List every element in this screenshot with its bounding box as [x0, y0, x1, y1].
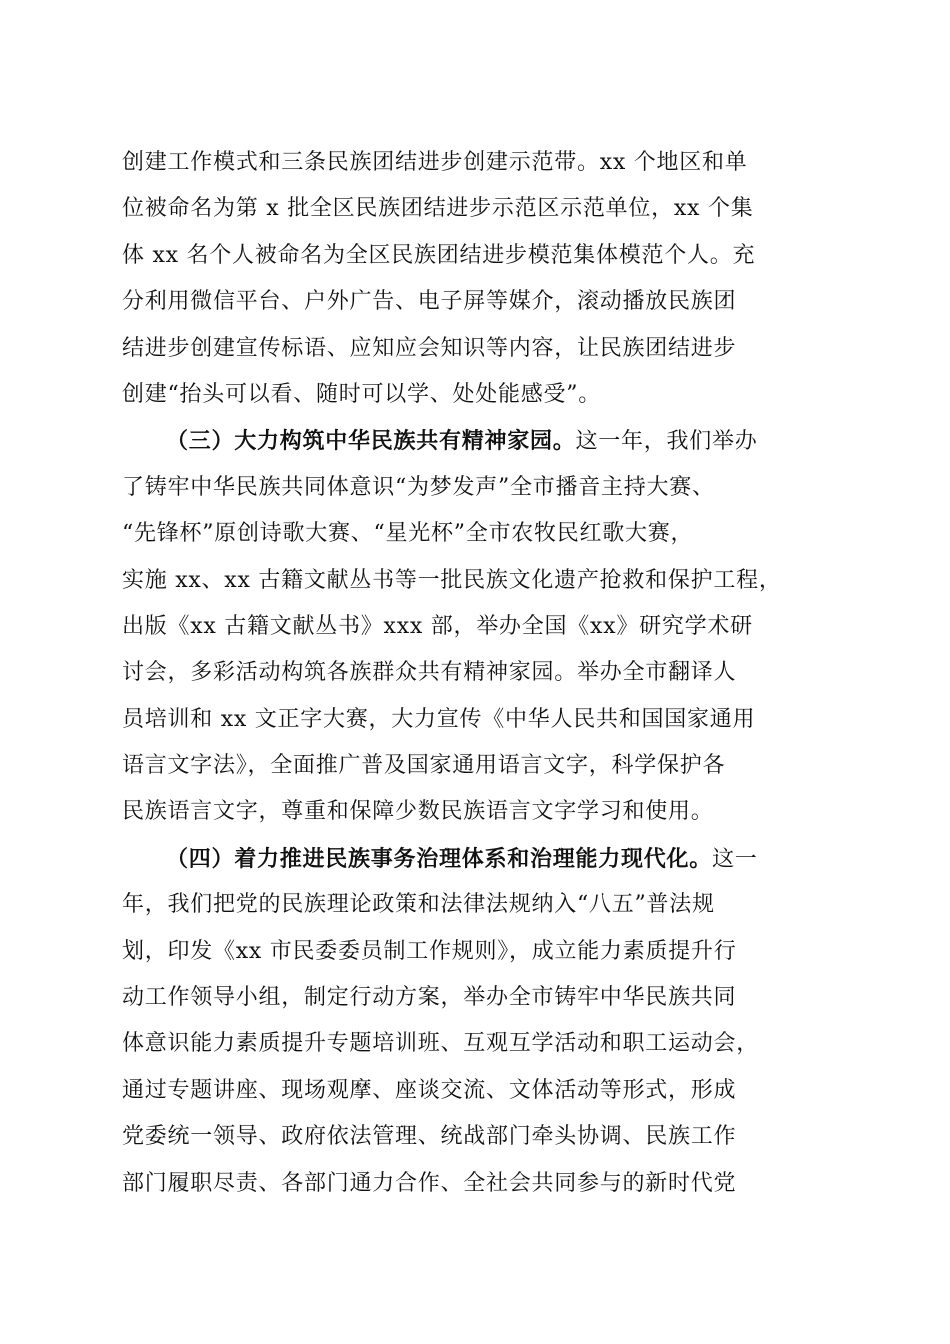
text-line: 划，印发《xx 市民委委员制工作规则》，成立能力素质提升行 [122, 938, 737, 964]
text-line: 了铸牢中华民族共同体意识“为梦发声”全市播音主持大赛、 [122, 474, 715, 500]
section-heading: （三）大力构筑中华民族共有精神家园。 [166, 428, 576, 455]
heading-continuation: 这一 [712, 846, 758, 872]
text-line: 出版《xx 古籍文献丛书》xxx 部，举办全国《xx》研究学术研 [122, 613, 753, 639]
text-line: 通过专题讲座、现场观摩、座谈交流、文体活动等形式，形成 [122, 1077, 737, 1103]
text-line: 讨会，多彩活动构筑各族群众共有精神家园。举办全市翻译人 [122, 660, 737, 686]
text-line: 结进步创建宣传标语、应知应会知识等内容，让民族团结进步 [122, 335, 737, 361]
paragraph-1 [122, 140, 828, 418]
text-line: 党委统一领导、政府依法管理、统战部门牵头协调、民族工作 [122, 1124, 737, 1150]
text-line: 创建“抬头可以看、随时可以学、处处能感受”。 [122, 381, 601, 407]
paragraph-3 [122, 836, 828, 1207]
text-line: 实施 xx、xx 古籍文献丛书等一批民族文化遗产抢救和保护工程， [122, 567, 782, 593]
text-line: 位被命名为第 x 批全区民族团结进步示范区示范单位，xx 个集 [122, 196, 754, 222]
text-line: 语言文字法》，全面推广普及国家通用语言文字，科学保护各 [122, 753, 726, 779]
paragraph-first-line [122, 418, 828, 464]
text-line: 员培训和 xx 文正字大赛，大力宣传《中华人民共和国国家通用 [122, 706, 756, 732]
text-line: 动工作领导小组，制定行动方案，举办全市铸牢中华民族共同 [122, 985, 737, 1011]
text-line: “先锋杯”原创诗歌大赛、“星光杯”全市农牧民红歌大赛， [122, 521, 694, 547]
document-body [122, 140, 828, 1207]
heading-continuation: 这一年，我们举办 [575, 429, 758, 455]
text-line: 民族语言文字，尊重和保障少数民族语言文字学习和使用。 [122, 799, 714, 825]
text-line: 创建工作模式和三条民族团结进步创建示范带。xx 个地区和单 [122, 150, 748, 175]
text-line: 分利用微信平台、户外广告、电子屏等媒介，滚动播放民族团 [122, 289, 737, 315]
text-line: 年，我们把党的民族理论政策和法律法规纳入“八五”普法规 [122, 892, 715, 918]
paragraph-2 [122, 418, 828, 836]
text-line: 部门履职尽责、各部门通力合作、全社会共同参与的新时代党 [122, 1170, 737, 1196]
text-line: 体 xx 名个人被命名为全区民族团结进步模范集体模范个人。充 [122, 242, 756, 268]
text-line: 体意识能力素质提升专题培训班、互观互学活动和职工运动会， [122, 1031, 760, 1057]
section-heading: （四）着力推进民族事务治理体系和治理能力现代化。 [166, 845, 713, 872]
paragraph-first-line [122, 836, 828, 882]
